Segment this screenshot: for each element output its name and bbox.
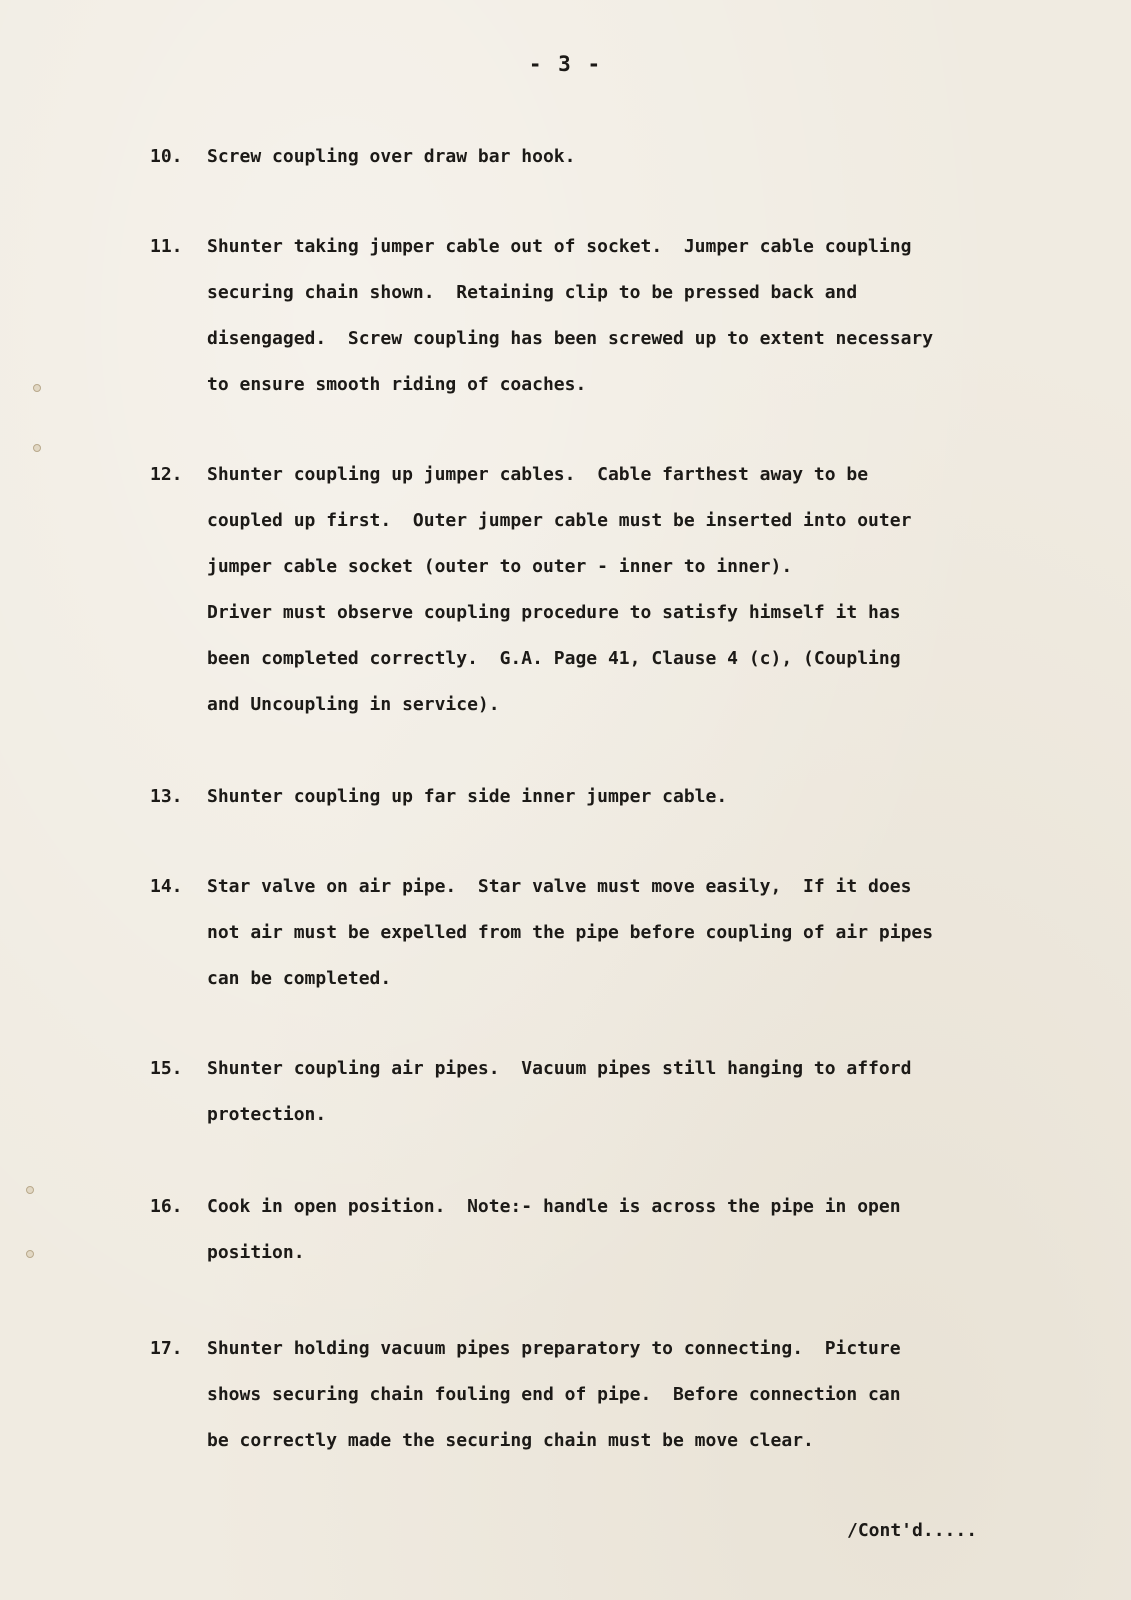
item-number: 15. xyxy=(150,1058,183,1079)
item-line: disengaged. Screw coupling has been screwed up to extent necessary xyxy=(207,328,934,349)
item-text xyxy=(207,1184,980,1276)
item-number: 14. xyxy=(150,876,183,897)
item-line: Shunter coupling up jumper cables. Cable farthest away to be xyxy=(207,464,869,485)
item-line: Shunter coupling up far side inner jumper cable. xyxy=(207,786,728,807)
item-number: 10. xyxy=(150,146,183,167)
numbered-item xyxy=(150,864,980,1002)
item-line: protection. xyxy=(207,1104,327,1125)
item-text xyxy=(207,774,980,820)
item-line: shows securing chain fouling end of pipe. Before connection can xyxy=(207,1384,901,1405)
item-line: Driver must observe coupling procedure to satisfy himself it has xyxy=(207,602,901,623)
item-number: 11. xyxy=(150,236,183,257)
punch-mark xyxy=(26,1186,34,1194)
item-line: position. xyxy=(207,1242,305,1263)
item-text xyxy=(207,224,980,408)
numbered-item xyxy=(150,1326,980,1464)
item-number: 12. xyxy=(150,464,183,485)
item-text xyxy=(207,134,980,180)
item-line: Shunter holding vacuum pipes preparatory to connecting. Picture xyxy=(207,1338,901,1359)
item-line: be correctly made the securing chain must be move clear. xyxy=(207,1430,814,1451)
item-line: been completed correctly. G.A. Page 41, Clause 4 (c), (Coupling xyxy=(207,648,901,669)
item-line: Shunter taking jumper cable out of socket. Jumper cable coupling xyxy=(207,236,912,257)
item-line: Cook in open position. Note:- handle is across the pipe in open xyxy=(207,1196,901,1217)
numbered-item xyxy=(150,134,980,180)
item-number: 16. xyxy=(150,1196,183,1217)
numbered-item xyxy=(150,1184,980,1276)
item-number: 17. xyxy=(150,1338,183,1359)
page-number: - 3 - xyxy=(528,52,603,76)
item-line: to ensure smooth riding of coaches. xyxy=(207,374,587,395)
item-number: 13. xyxy=(150,786,183,807)
item-line: not air must be expelled from the pipe before coupling of air pipes xyxy=(207,922,934,943)
numbered-item xyxy=(150,1046,980,1138)
punch-mark xyxy=(26,1250,34,1258)
continued-marker: /Cont'd..... xyxy=(847,1520,978,1541)
item-line: Screw coupling over draw bar hook. xyxy=(207,146,576,167)
item-text xyxy=(207,452,980,728)
item-line: Shunter coupling air pipes. Vacuum pipes still hanging to afford xyxy=(207,1058,912,1079)
item-text xyxy=(207,864,980,1002)
numbered-item xyxy=(150,452,980,728)
item-line: Star valve on air pipe. Star valve must move easily, If it does xyxy=(207,876,912,897)
item-line: jumper cable socket (outer to outer - inner to inner). xyxy=(207,556,793,577)
item-line: and Uncoupling in service). xyxy=(207,694,500,715)
item-line: coupled up first. Outer jumper cable must be inserted into outer xyxy=(207,510,912,531)
item-line: securing chain shown. Retaining clip to be pressed back and xyxy=(207,282,858,303)
item-text xyxy=(207,1046,980,1138)
punch-mark xyxy=(33,384,41,392)
numbered-item xyxy=(150,774,980,820)
item-text xyxy=(207,1326,980,1464)
item-line: can be completed. xyxy=(207,968,392,989)
numbered-item xyxy=(150,224,980,408)
punch-mark xyxy=(33,444,41,452)
